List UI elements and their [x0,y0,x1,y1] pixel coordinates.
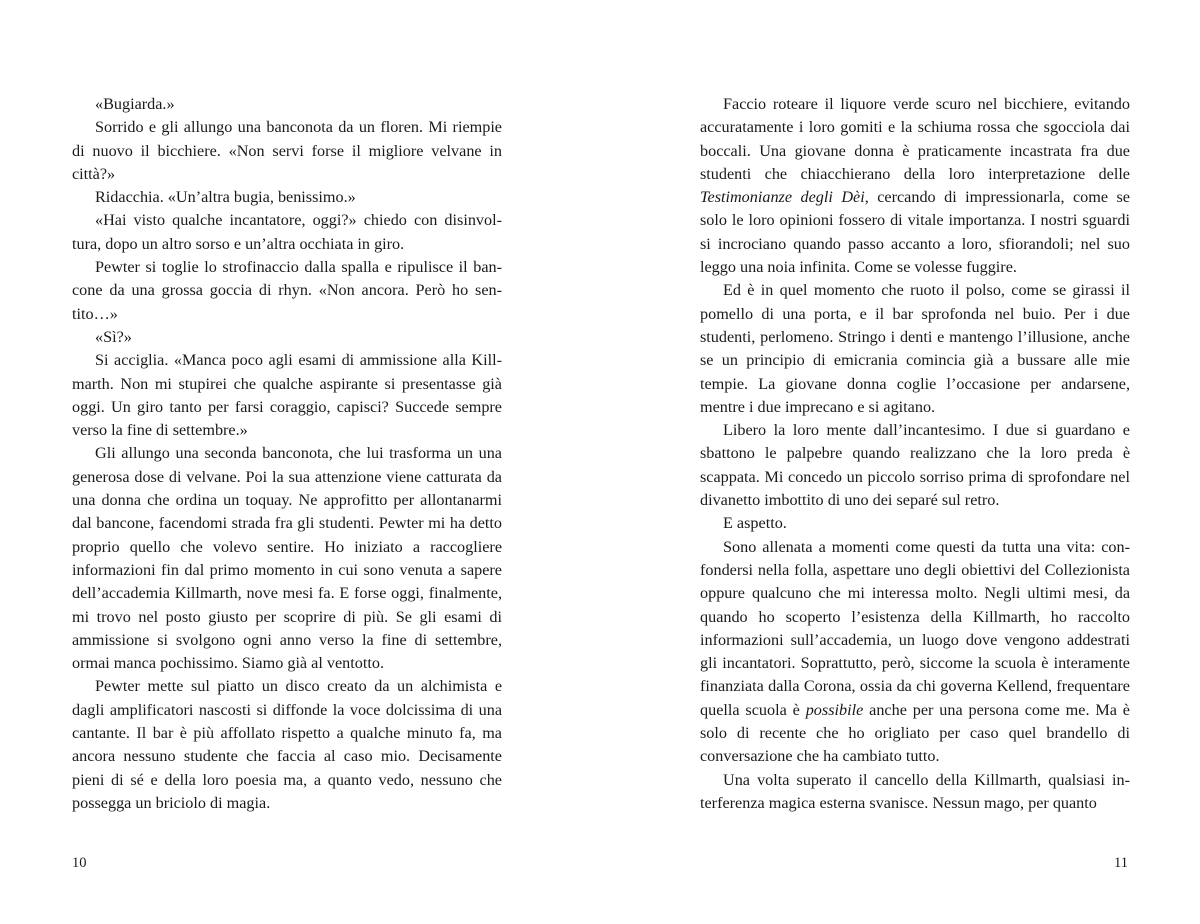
paragraph: Libero la loro mente dall’incantesimo. I due si guardano e sbattono le palpebre quando realizzano che la loro preda è scappata. Mi concedo un piccolo sorriso prima di sprofondare nel divanetto imbottito di uno dei separé sul retro. [700,421,1130,510]
paragraph [700,93,1130,279]
right-page-text [700,93,1130,815]
paragraph-text: Faccio roteare il liquore verde scuro nel bicchiere, evitando accuratamente i loro gomiti e la schiuma rossa che sgocciola dai boccali. Una giovane donna è praticamente incastrata fra due studenti che chiacchierano della loro interpretazione delle [700,95,1130,183]
page-number: 11 [1114,855,1128,871]
paragraph: Ridacchia. «Un’altra bugia, benissimo.» [95,188,356,207]
paragraph: Gli allungo una seconda banconota, che lui trasforma un una generosa dose di velvane. Poi la sua attenzione viene catturata da una donna che ordina un toquay. Ne approfitto per allontanarmi dal bancone, facendomi strada fra gli studenti. Pewter mi ha detto proprio quello che volevo sentire. Ho iniziato a raccogliere informazioni fin dal primo momento in cui sono venuta a sapere dell’accademia Killmarth, nove mesi fa. E forse oggi, finalmente, mi trovo nel posto giusto per scoprire di più. Se gli esami di ammissione si svolgono ogni anno verso la fine di settembre, ormai manca pochissimo. Siamo già al ventotto. [72,444,502,673]
paragraph: «Hai visto qualche incantatore, oggi?» chiedo con disinvoltura, dopo un altro sorso e un’altra occhiata in giro. [72,211,502,253]
paragraph: Una volta superato il cancello della Killmarth, qualsiasi interferenza magica esterna svanisce. Nessun mago, per quanto [700,770,1130,812]
paragraph: Pewter mette sul piatto un disco creato da un alchimista e dagli amplificatori nascosti si diffonde la voce dolcissima di una cantante. Il bar è più affollato rispetto a qualche minuto fa, ma ancora nessuno studente che faccia al caso mio. Decisamente pieni di sé e della loro poesia ma, a quanto vedo, nessuno che possegga un briciolo di magia. [72,677,502,812]
paragraph: Ed è in quel momento che ruoto il polso, come se girassi il pomello di una porta, e il bar sprofonda nel buio. Per i due studenti, perlomeno. Stringo i denti e mantengo l’illusione, anche se un principio di emicrania comincia già a bussare alle mie tempie. La giovane donna coglie l’occasione per andarsene, mentre i due imprecano e si agitano. [700,281,1130,416]
left-page-text [72,93,502,815]
paragraph: «Sì?» [95,327,132,346]
emphasis: possibile [805,700,864,719]
paragraph: «Bugiarda.» [95,95,175,113]
paragraph-text: , cercando di impressionarla, come se solo le loro opinioni fossero di vitale importanza. I nostri sguardi si incrociano quando passo accanto a loro, sfiorandoli; nel suo leggo una noia infinita. Come se volesse fuggire. [700,188,1130,277]
paragraph: Pewter si toglie lo strofinaccio dalla spalla e ripulisce il bancone da una grossa goccia di rhyn. «Non ancora. Però ho sentito…» [72,258,502,323]
paragraph: Si acciglia. «Manca poco agli esami di ammissione alla Killmarth. Non mi stupirei che qualche aspirante si presentasse già oggi. Un giro tanto per farsi coraggio, capisci? Succede sempre verso la fine di settembre.» [72,351,502,440]
paragraph [700,536,1130,769]
page-number: 10 [72,855,87,871]
paragraph-text: anche per una persona come me. Ma è solo di recente che ho origliato per caso quel brandello di conversazione che ha cambiato tutto. [700,700,1130,766]
paragraph-text: Sono allenata a momenti come questi da tutta una vita: confondersi nella folla, aspettare uno degli obiettivi del Collezionista oppure qualcuno che mi interessa molto. Negli ultimi mesi, da quando ho scoperto l’esistenza della Killmarth, ho raccolto informazioni sull’accademia, un luogo dove vengono addestrati gli incantatori. Soprattutto, però, siccome la scuola è interamente finanziata dalla Corona, ossia da chi governa Kellend, frequentare quella scuola è [700,537,1130,719]
paragraph: Sorrido e gli allungo una banconota da un floren. Mi riempie di nuovo il bicchiere. «Non servi forse il migliore velvane in città?» [72,118,502,183]
book-title: Testimonianze degli Dèi [700,188,865,207]
paragraph: E aspetto. [723,514,787,533]
right-page [600,0,1200,924]
